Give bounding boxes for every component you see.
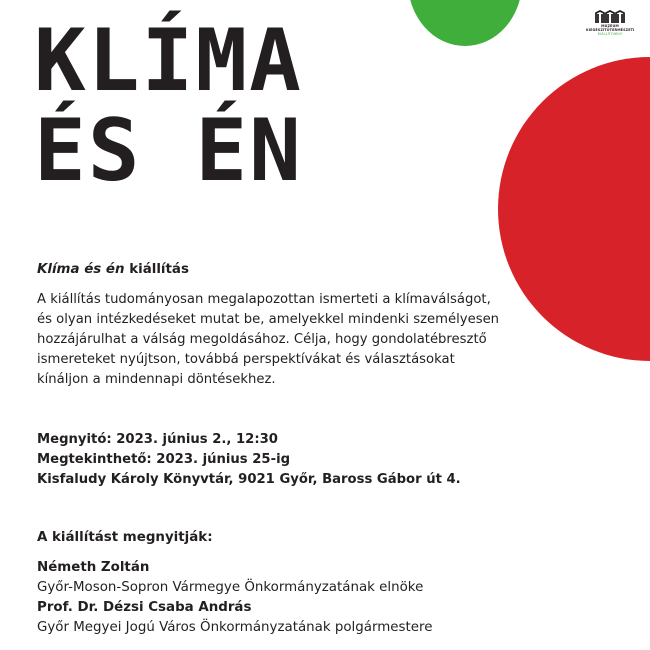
event-info bbox=[37, 430, 461, 490]
heading-italic: Klíma és én bbox=[37, 262, 125, 277]
logo-text-line3: KIÁLLÍTÓHELY bbox=[597, 32, 623, 36]
exhibition-heading bbox=[37, 260, 189, 280]
opener-role: Győr-Moson-Sopron Vármegye Önkormányzatának elnöke bbox=[37, 580, 424, 595]
exhibition-description: A kiállítás tudományosan megalapozottan ismerteti a klímaválságot, és olyan intézkedéseket mutat be, amelyekkel mindenki személyesen hozzájárulhat a válság megoldásához. Célja, hogy gondolatébresztő ismereteket nyújtson, továbbá perspektívákat és választásokat kínáljon a mindennapi döntésekhez. bbox=[37, 292, 500, 387]
nnm-logo-icon bbox=[595, 10, 625, 24]
title-line-2: ÉS ÉN bbox=[34, 101, 303, 201]
opener-name: Németh Zoltán bbox=[37, 560, 150, 575]
logo-text-line1: MUZEUM bbox=[601, 24, 619, 28]
museum-logo bbox=[586, 10, 634, 36]
red-circle-decoration bbox=[498, 57, 650, 361]
opening-time: Megnyitó: 2023. június 2., 12:30 bbox=[37, 432, 278, 447]
opener-name: Prof. Dr. Dézsi Csaba András bbox=[37, 600, 252, 615]
title-line-1: KLÍMA bbox=[34, 11, 303, 111]
exhibition-title bbox=[34, 11, 303, 201]
logo-text-line2: KIEGÉSZÍTŐTERMÉSZETI bbox=[586, 28, 635, 32]
opener-role: Győr Megyei Jogú Város Önkormányzatának polgármestere bbox=[37, 620, 433, 635]
openers-title: A kiállítást megnyitják: bbox=[37, 530, 213, 545]
heading-rest: kiállítás bbox=[124, 262, 189, 277]
viewable-until: Megtekinthető: 2023. június 25-ig bbox=[37, 452, 291, 467]
green-circle-decoration bbox=[408, 0, 522, 46]
event-location: Kisfaludy Károly Könyvtár, 9021 Győr, Baross Gábor út 4. bbox=[37, 472, 461, 487]
openers-list bbox=[37, 558, 432, 638]
